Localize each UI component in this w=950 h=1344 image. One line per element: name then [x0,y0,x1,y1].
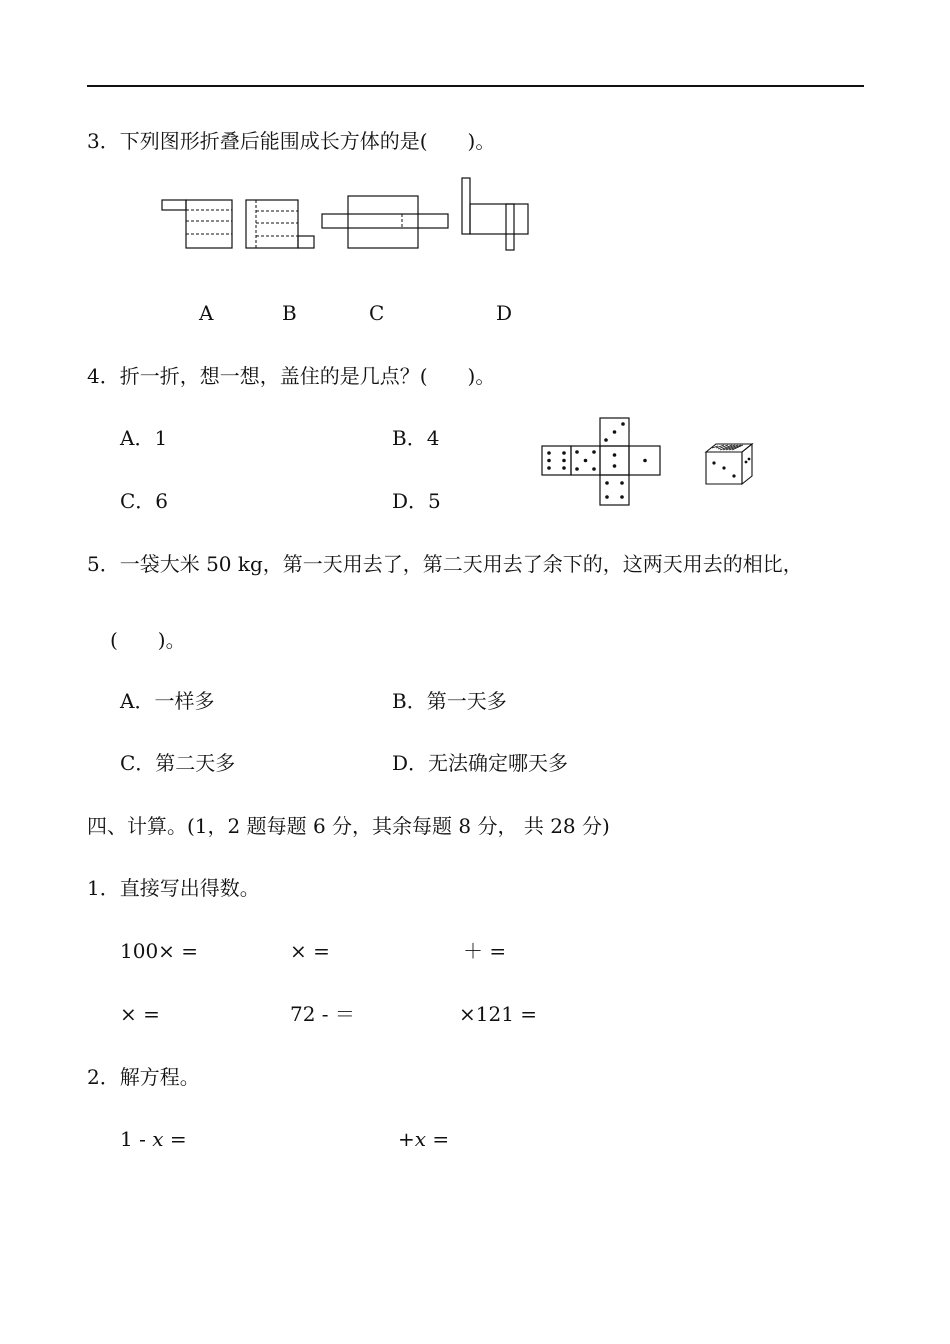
q5-stem: 5．一袋大米 50 kg，第一天用去了，第二天用去了余下的，这两天用去的相比， [87,552,803,576]
calc-item-3: ＋ = [463,939,507,963]
section4-part1-title: 1．直接写出得数。 [87,876,260,900]
q4-option-a: A．1 [120,426,168,450]
q3-stem: 3．下列图形折叠后能围成长方体的是( )。 [87,129,496,153]
q5-option-b: B．第一天多 [392,689,507,713]
equation-1 [120,1126,187,1152]
section4-part2-title: 2．解方程。 [87,1065,200,1089]
q5-option-a: A．一样多 [120,689,215,713]
q3-option-d: D [496,301,513,325]
q3-net-b [242,196,318,252]
q4-stem: 4．折一折，想一想，盖住的是几点？( )。 [87,364,496,388]
q3-net-c [320,190,452,254]
equation-2 [398,1126,449,1152]
top-rule [87,85,864,87]
q5-option-c: C．第二天多 [120,751,236,775]
q4-option-b: B．4 [392,426,440,450]
q3-option-c: C [369,301,385,325]
q5-option-d: D．无法确定哪天多 [392,751,569,775]
q3-option-b: B [282,301,297,325]
calc-item-2: × = [290,939,330,963]
section4-title: 四、计算。(1，2 题每题 6 分，其余每题 8 分， 共 28 分) [87,814,610,838]
q3-option-a: A [199,301,214,325]
equation-2-prefix: + [398,1127,415,1151]
equation-2-variable: x [414,1127,427,1151]
calc-item-4: × = [120,1002,160,1026]
q3-net-a [160,196,236,250]
calc-item-1: 100× = [120,939,199,963]
equation-2-suffix: = [426,1127,450,1151]
q4-option-c: C．6 [120,489,169,513]
q4-option-d: D．5 [392,489,441,513]
q3-net-d [458,174,534,254]
q5-paren: ( )。 [110,628,186,652]
equation-1-suffix: = [163,1127,187,1151]
equation-1-prefix: 1 - [120,1127,153,1151]
calc-item-5: 72 - ＝ [290,1002,355,1026]
calc-item-6: ×121 = [459,1002,538,1026]
q4-dice-cube [702,440,758,488]
equation-1-variable: x [152,1127,164,1151]
q4-dice-net [540,416,664,508]
